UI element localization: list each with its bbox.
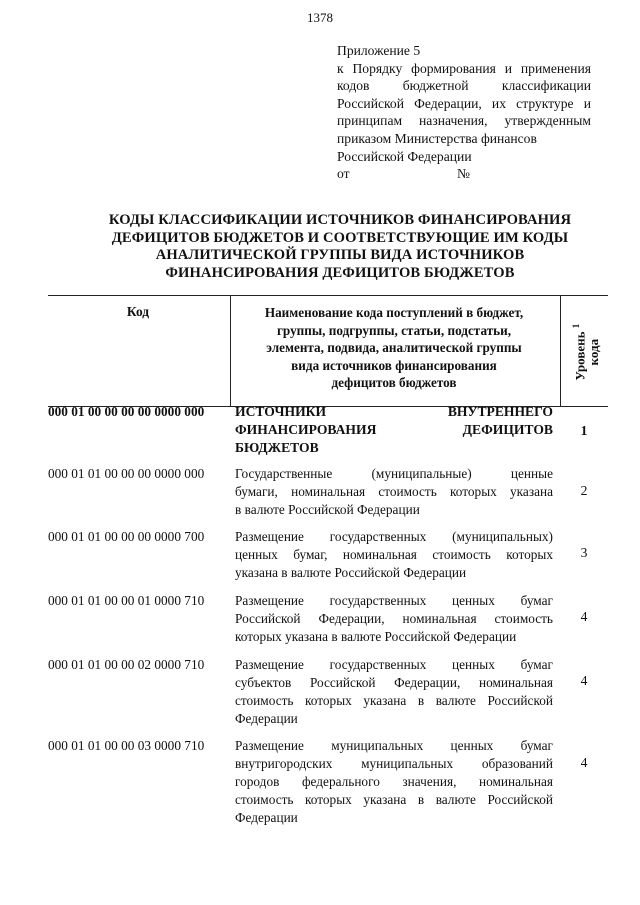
appendix-heading: Приложение 5 bbox=[337, 43, 421, 58]
row-level: 2 bbox=[580, 483, 588, 498]
appendix-line: приказом Министерства финансов bbox=[337, 130, 537, 146]
header-name-line: элемента, подвида, аналитической группы bbox=[266, 340, 522, 356]
header-name-line: Наименование кода поступлений в бюджет, bbox=[264, 305, 524, 320]
table-header bbox=[48, 295, 608, 407]
row-name-line: городов федерального значения, номинальная bbox=[235, 774, 553, 789]
row-name-line: указана в валюте Российской Федерации bbox=[235, 565, 467, 580]
appendix-line: Российской Федерации bbox=[337, 148, 472, 164]
row-name-line: которых указана в валюте Российской Федерации bbox=[235, 629, 517, 644]
row-name-line: Размещение государственных (муниципальных) bbox=[235, 529, 553, 544]
row-name-line: бумаги, номинальная стоимость которых указана bbox=[235, 484, 553, 499]
row-name-line: ФИНАНСИРОВАНИЯ ДЕФИЦИТОВ bbox=[235, 422, 553, 437]
row-name-line: в валюте Российской Федерации bbox=[235, 502, 420, 517]
appendix-date-line bbox=[337, 165, 591, 183]
title-line: ФИНАНСИРОВАНИЯ ДЕФИЦИТОВ БЮДЖЕТОВ bbox=[165, 264, 515, 281]
row-name-line: стоимость которых указана в валюте Российской bbox=[235, 792, 553, 807]
header-code: Код bbox=[126, 304, 150, 319]
row-name-line: Государственные (муниципальные) ценные bbox=[235, 466, 553, 481]
row-name-line: Федерации bbox=[235, 810, 298, 825]
row-level: 3 bbox=[580, 545, 588, 560]
header-level-word: Уровень bbox=[572, 331, 588, 381]
title-line: ДЕФИЦИТОВ БЮДЖЕТОВ И СООТВЕТСТВУЮЩИЕ ИМ КОДЫ bbox=[111, 229, 569, 246]
row-level: 1 bbox=[580, 423, 588, 438]
row-code: 000 01 01 00 00 00 0000 000 bbox=[48, 466, 205, 481]
row-name-line: БЮДЖЕТОВ bbox=[235, 440, 319, 455]
row-code: 000 01 01 00 00 01 0000 710 bbox=[48, 593, 205, 608]
appendix-line: принципам назначения, утвержденным bbox=[337, 113, 591, 129]
row-name-line: ценных бумаг, номинальная стоимость которых bbox=[235, 547, 553, 562]
page-number: 1378 bbox=[307, 10, 333, 25]
row-name bbox=[235, 528, 553, 582]
row-code: 000 01 01 00 00 00 0000 700 bbox=[48, 529, 205, 544]
appendix-number-label: № bbox=[457, 166, 470, 182]
column-divider bbox=[230, 296, 231, 406]
row-name-line: ИСТОЧНИКИ ВНУТРЕННЕГО bbox=[235, 404, 553, 419]
appendix-line: к Порядку формирования и применения bbox=[337, 60, 591, 76]
row-code: 000 01 00 00 00 00 0000 000 bbox=[48, 404, 205, 419]
header-level-word: кода bbox=[586, 338, 602, 366]
row-code: 000 01 01 00 00 03 0000 710 bbox=[48, 738, 205, 753]
header-name bbox=[234, 304, 554, 392]
row-name-line: Размещение государственных ценных бумаг bbox=[235, 657, 553, 672]
header-level-footnote: 1 bbox=[570, 323, 581, 329]
header-name-line: дефицитов бюджетов bbox=[331, 375, 457, 391]
row-name bbox=[235, 403, 553, 457]
appendix-date-label: от bbox=[337, 166, 350, 182]
row-level: 4 bbox=[580, 755, 588, 770]
row-name-line: Федерации bbox=[235, 711, 298, 726]
row-name-line: стоимость которых указана в валюте Российской bbox=[235, 693, 553, 708]
appendix-note bbox=[337, 42, 591, 183]
row-level: 4 bbox=[580, 609, 588, 624]
title-line: КОДЫ КЛАССИФИКАЦИИ ИСТОЧНИКОВ ФИНАНСИРОВАНИЯ bbox=[108, 212, 572, 228]
row-name bbox=[235, 465, 553, 519]
row-name-line: Российской Федерации, номинальная стоимость bbox=[235, 611, 553, 626]
appendix-line: кодов бюджетной классификации bbox=[337, 78, 591, 94]
row-name-line: субъектов Российской Федерации, номинальная bbox=[235, 675, 553, 690]
row-name-line: внутригородских муниципальных образований bbox=[235, 756, 553, 771]
row-code: 000 01 01 00 00 02 0000 710 bbox=[48, 657, 205, 672]
row-name bbox=[235, 656, 553, 728]
header-name-line: вида источников финансирования bbox=[291, 357, 497, 373]
header-level-text bbox=[569, 324, 601, 381]
row-name-line: Размещение муниципальных ценных бумаг bbox=[235, 738, 553, 753]
column-divider bbox=[560, 296, 561, 406]
document-title bbox=[90, 212, 590, 282]
header-level bbox=[565, 304, 605, 400]
row-name-line: Размещение государственных ценных бумаг bbox=[235, 593, 553, 608]
row-level: 4 bbox=[580, 673, 588, 688]
appendix-line: Российской Федерации, их структуре и bbox=[337, 95, 591, 111]
title-line: АНАЛИТИЧЕСКОЙ ГРУППЫ ВИДА ИСТОЧНИКОВ bbox=[155, 247, 525, 263]
row-name bbox=[235, 592, 553, 646]
header-name-line: группы, подгруппы, статьи, подстатьи, bbox=[276, 322, 512, 338]
row-name bbox=[235, 737, 553, 827]
